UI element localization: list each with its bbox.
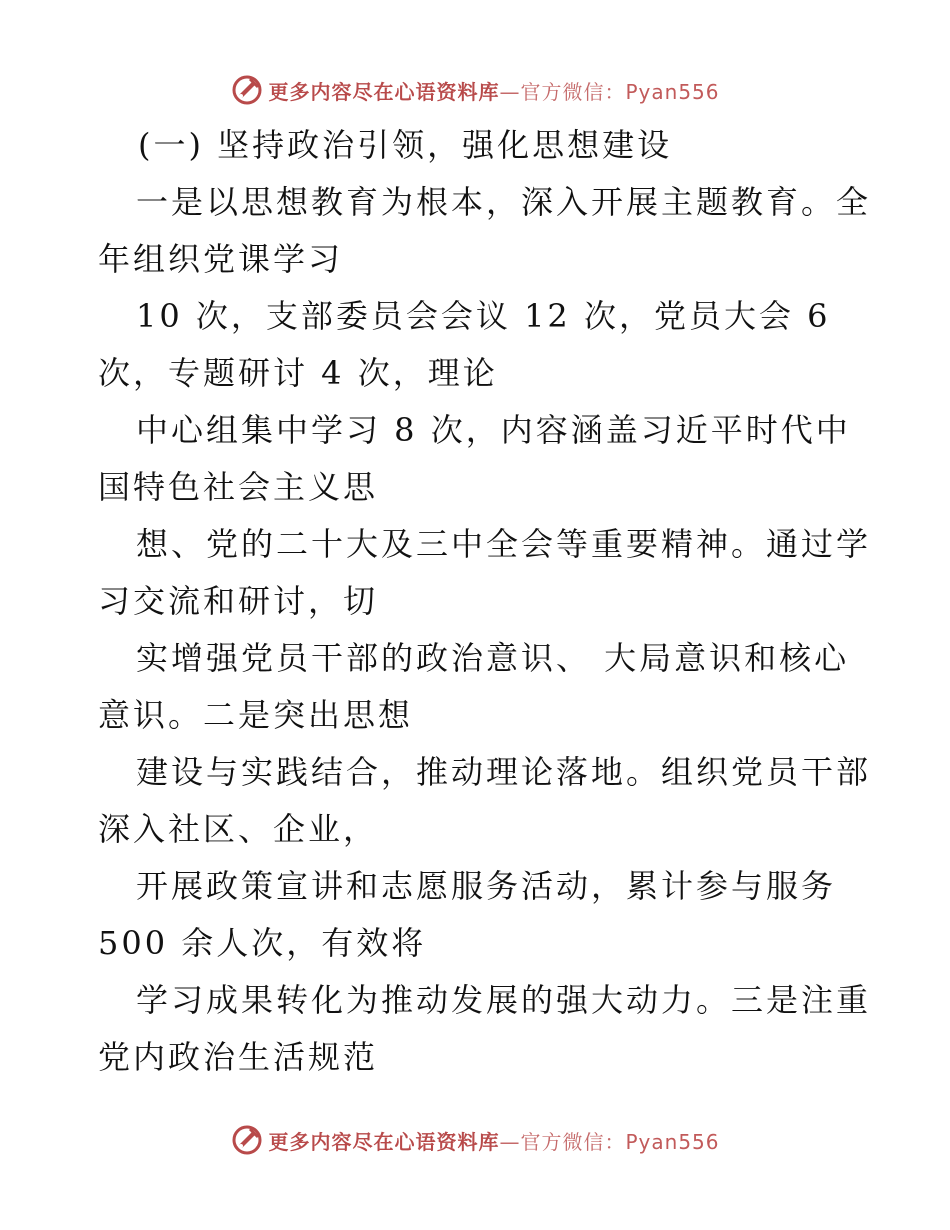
paragraph-line: 500 余人次，有效将 (98, 924, 427, 962)
paragraph-line: 开展政策宣讲和志愿服务活动，累计参与服务 (136, 867, 837, 905)
watermark-text (268, 1126, 719, 1155)
watermark-separator: — (499, 79, 521, 104)
logo-icon (230, 73, 264, 107)
header-watermark (0, 70, 950, 110)
paragraph-line: 深入社区、企业， (98, 810, 379, 848)
watermark-brand: 更多内容尽在心语资料库 (268, 79, 500, 104)
paragraph-line: 实增强党员干部的政治意识、 大局意识和核心 (136, 639, 850, 677)
paragraph-line: 一是以思想教育为根本，深入开展主题教育。全 (136, 183, 872, 221)
logo-icon (230, 1123, 264, 1157)
paragraph-line: 年组织党课学习 (98, 240, 344, 278)
footer-watermark (0, 1120, 950, 1160)
paragraph-line: 学习成果转化为推动发展的强大动力。三是注重 (136, 981, 872, 1019)
watermark-brand: 更多内容尽在心语资料库 (268, 1129, 500, 1154)
watermark-handle: Pyan556 (625, 1129, 720, 1154)
paragraph-line: 10 次，支部委员会会议 12 次，党员大会 6 (136, 297, 831, 335)
paragraph-line: 想、党的二十大及三中全会等重要精神。通过学 (136, 525, 872, 563)
watermark-label: 官方微信： (520, 79, 626, 104)
section-heading: (一) 坚持政治引领，强化思想建设 (138, 126, 673, 164)
watermark-label: 官方微信： (520, 1129, 626, 1154)
paragraph-line: 国特色社会主义思 (98, 468, 379, 506)
paragraph-line: 次，专题研讨 4 次，理论 (98, 354, 498, 392)
paragraph-line: 意识。二是突出思想 (98, 696, 414, 734)
watermark-handle: Pyan556 (625, 79, 720, 104)
paragraph-line: 中心组集中学习 8 次，内容涵盖习近平时代中 (136, 411, 851, 449)
document-body (98, 117, 872, 1086)
paragraph-line: 党内政治生活规范 (98, 1038, 379, 1076)
watermark-text (268, 76, 719, 105)
paragraph-line: 建设与实践结合，推动理论落地。组织党员干部 (136, 753, 872, 791)
watermark-separator: — (499, 1129, 521, 1154)
paragraph-line: 习交流和研讨，切 (98, 582, 379, 620)
